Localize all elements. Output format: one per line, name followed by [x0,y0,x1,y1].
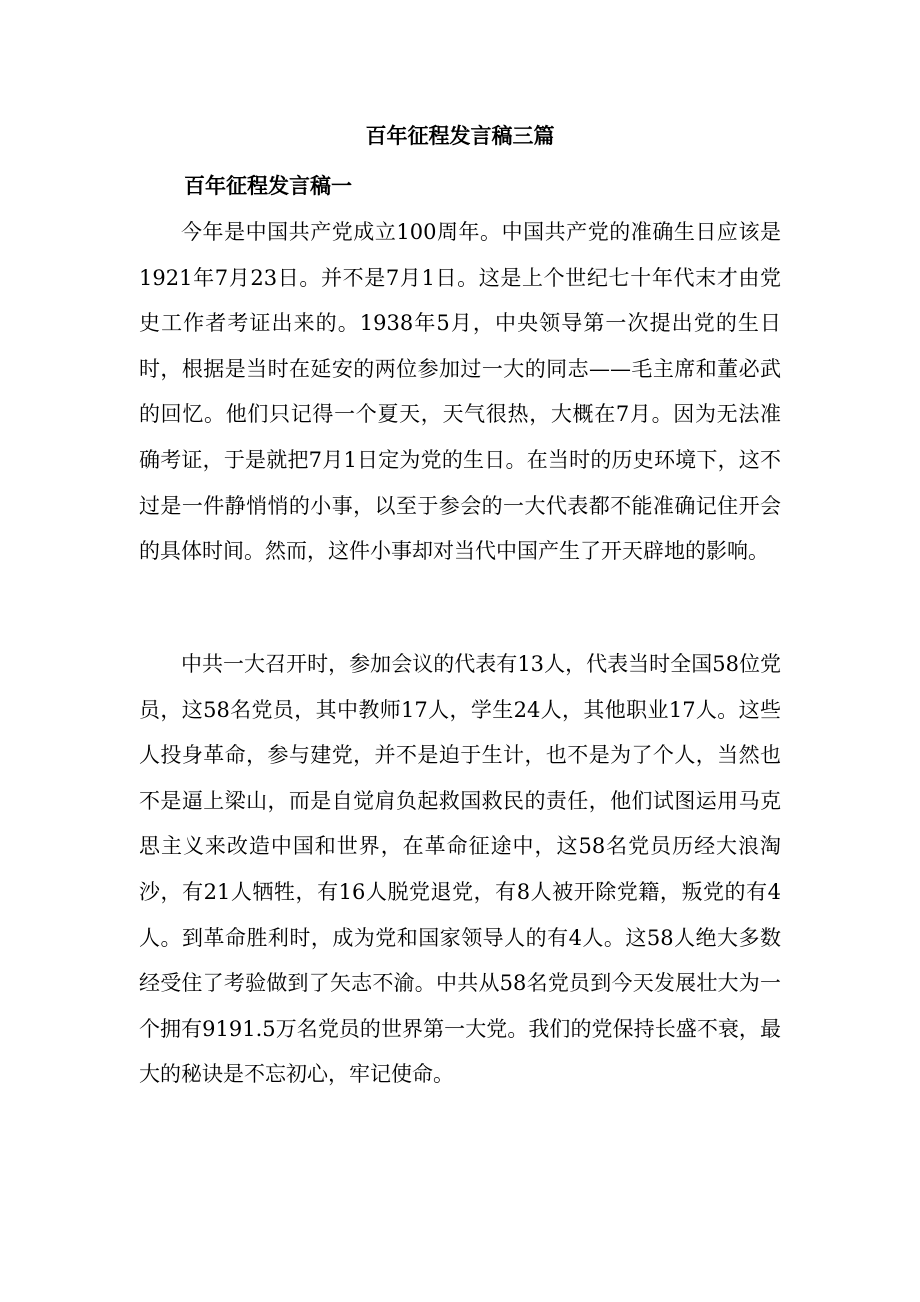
section-heading: 百年征程发言稿一 [184,173,352,198]
document-title: 百年征程发言稿三篇 [365,123,555,148]
body-paragraph-2: 中共一大召开时，参加会议的代表有13人，代表当时全国58位党员，这58名党员，其中教师17人，学生24人，其他职业17人。这些人投身革命，参与建党，并不是迫于生计，也不是为了个人，当然也不是逼上梁山，而是自觉肩负起救国救民的责任，他们试图运用马克思主义来改造中国和世界，在革命征途中，这58名党员历经大浪淘沙，有21人牺牲，有16人脱党退党，有8人被开除党籍，叛党的有4人。到革命胜利时，成为党和国家领导人的有4人。这58人绝大多数经受住了考验做到了矢志不渝。中共从58名党员到今天发展壮大为一个拥有9191.5万名党员的世界第一大党。我们的党保持长盛不衰，最大的秘诀是不忘初心，牢记使命。 [139,652,781,1087]
body-paragraph-1: 今年是中国共产党成立100周年。中国共产党的准确生日应该是1921年7月23日。并不是7月1日。这是上个世纪七十年代末才由党史工作者考证出来的。1938年5月，中央领导第一次提出党的生日时，根据是当时在延安的两位参加过一大的同志——毛主席和董必武的回忆。他们只记得一个夏天，天气很热，大概在7月。因为无法准确考证，于是就把7月1日定为党的生日。在当时的历史环境下，这不过是一件静悄悄的小事，以至于参会的一大代表都不能准确记住开会的具体时间。然而，这件小事却对当代中国产生了开天辟地的影响。 [139,220,781,564]
